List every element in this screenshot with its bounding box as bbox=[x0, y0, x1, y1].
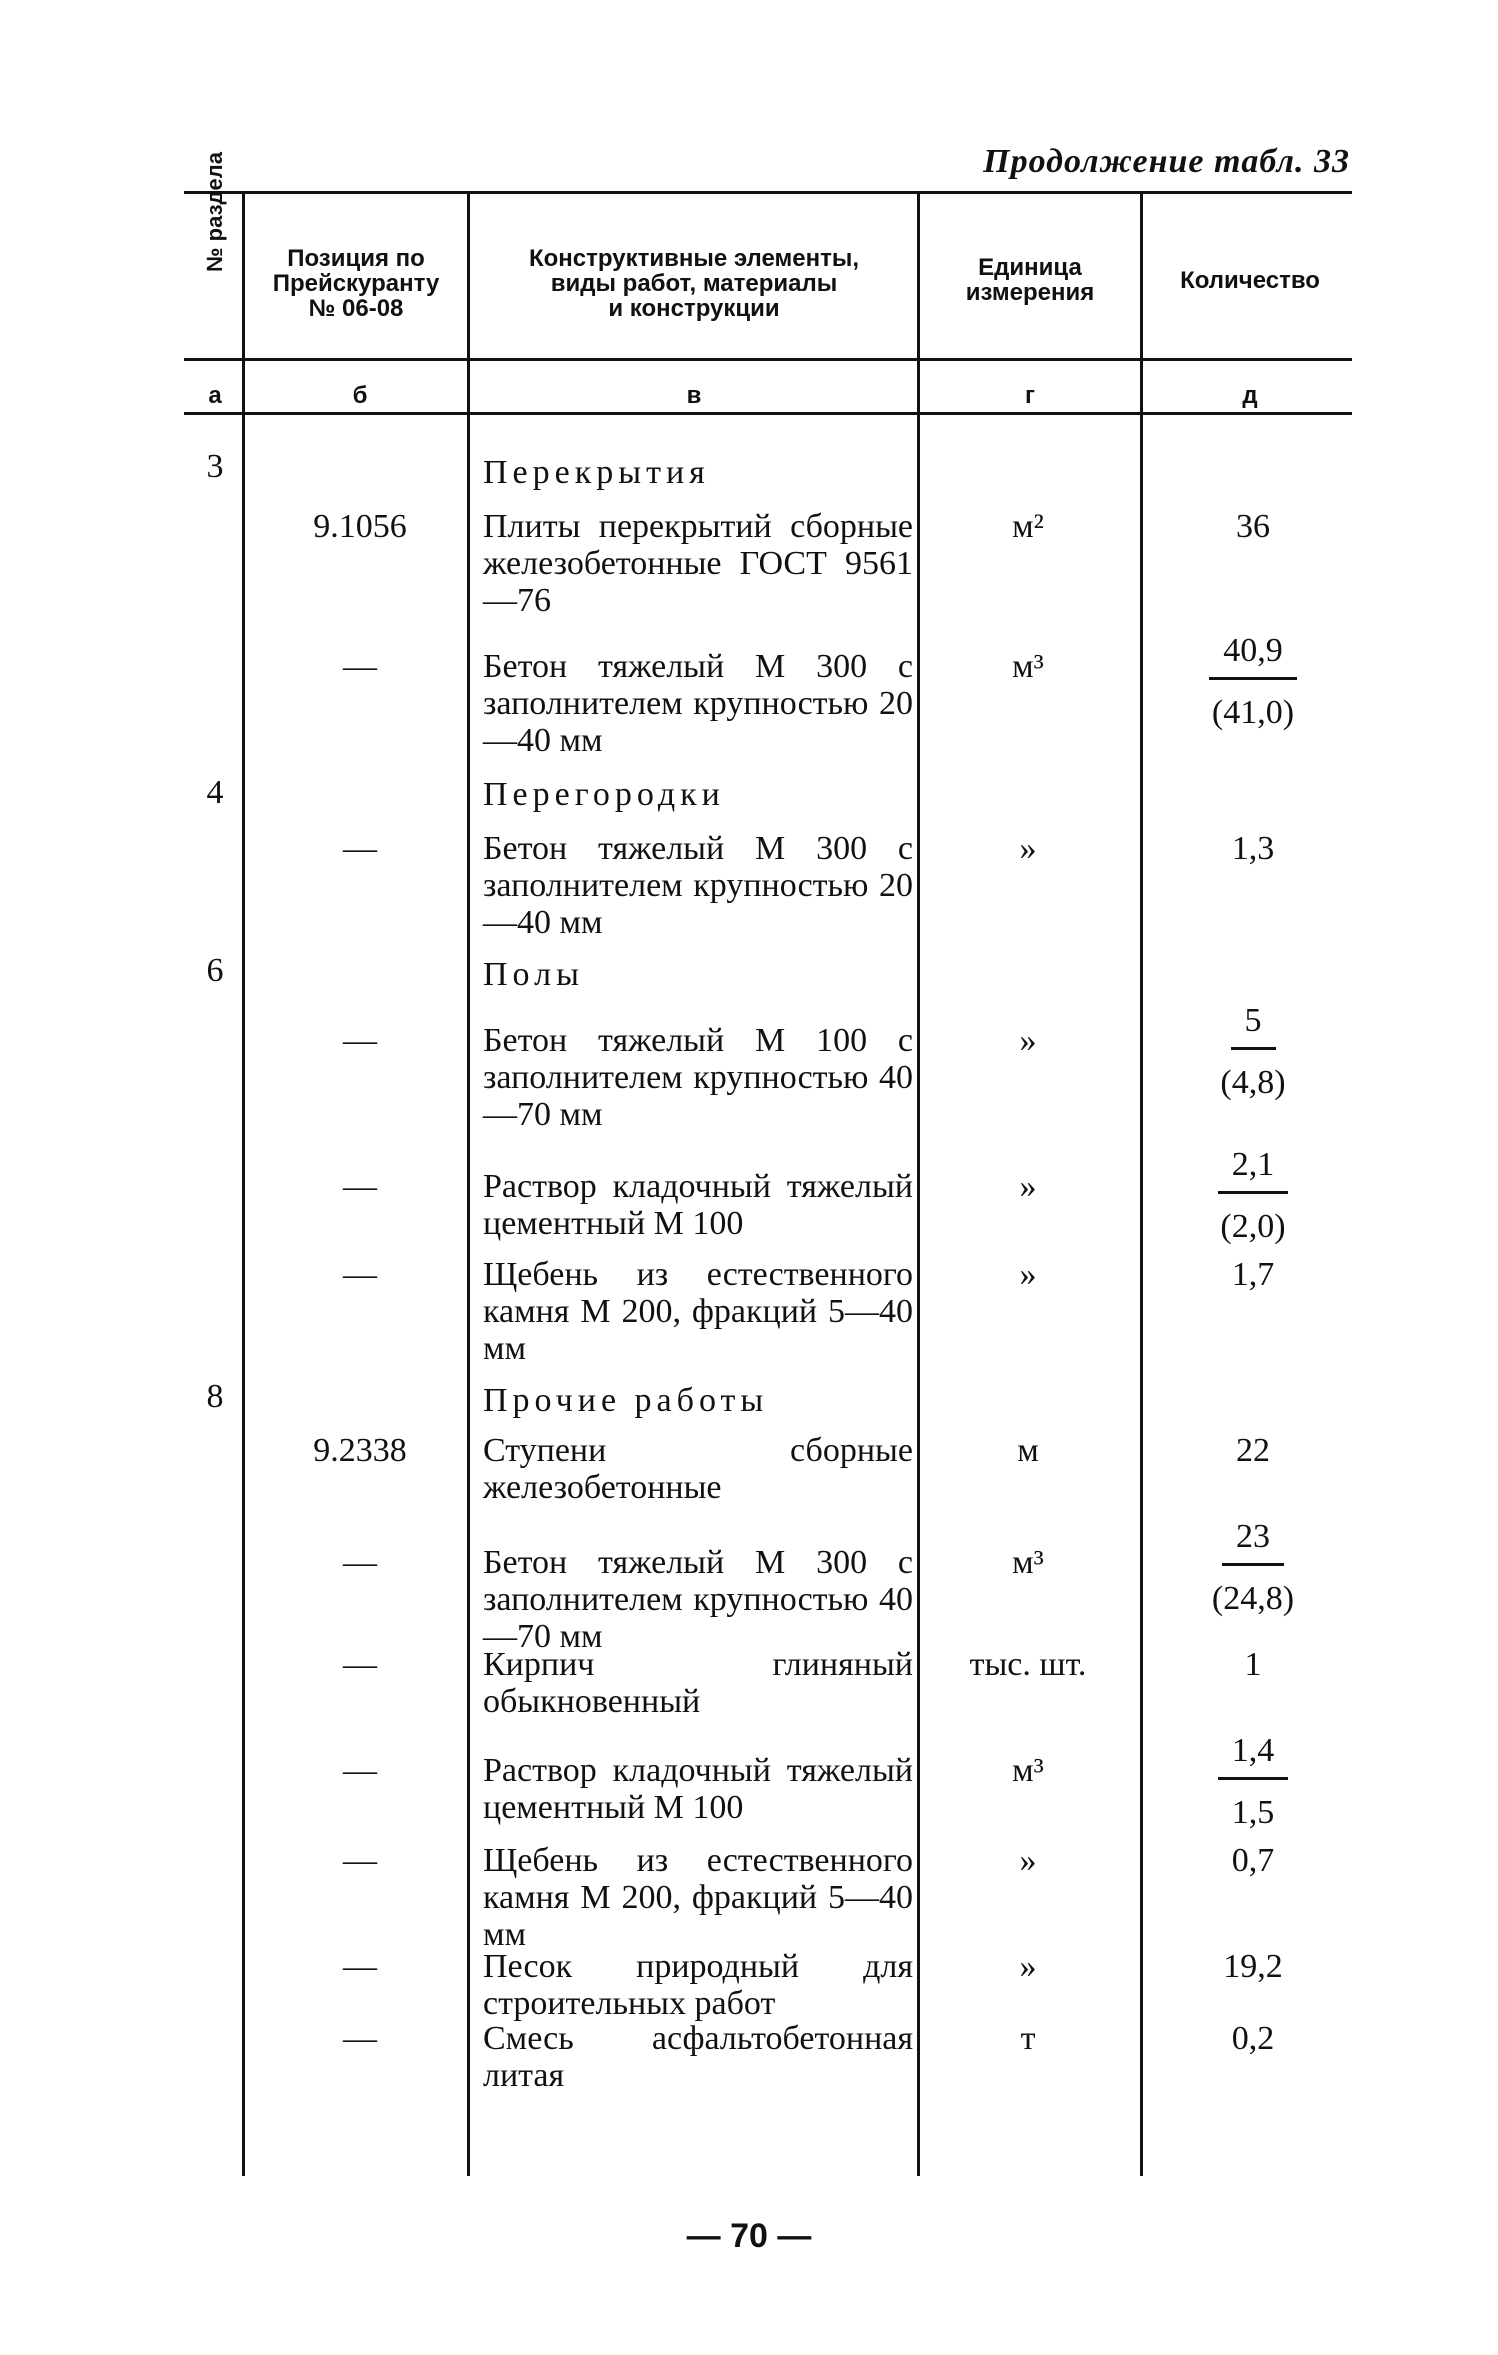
position-code: — bbox=[343, 1022, 377, 1059]
item-quantity: 22 bbox=[1236, 1432, 1270, 1469]
quantity-denominator: 1,5 bbox=[1231, 1794, 1275, 1831]
section-number: 8 bbox=[206, 1378, 224, 1415]
item-description: Раствор кладочный тяжелый цементный М 100 bbox=[483, 1168, 913, 1242]
section-heading: Перегородки bbox=[483, 776, 725, 813]
item-unit: » bbox=[1019, 830, 1037, 867]
item-unit: » bbox=[1019, 1948, 1037, 1985]
quantity-numerator: 1,4 bbox=[1218, 1732, 1289, 1780]
item-quantity: 19,2 bbox=[1223, 1948, 1283, 1985]
section-number: 6 bbox=[206, 952, 224, 989]
section-number: 3 bbox=[206, 448, 224, 485]
item-unit: » bbox=[1019, 1168, 1037, 1205]
item-quantity: 1 bbox=[1244, 1646, 1262, 1683]
column-letter-e: д bbox=[1242, 382, 1258, 409]
page-number: — 70 — bbox=[686, 2217, 812, 2255]
item-unit: м² bbox=[1012, 508, 1044, 545]
item-quantity-fraction bbox=[1148, 1146, 1358, 1245]
section-heading: Прочие работы bbox=[483, 1382, 769, 1419]
header-elements: Конструктивные элементы, виды работ, материалы и конструкции bbox=[528, 245, 859, 322]
column-letter-d: г bbox=[1025, 382, 1035, 409]
column-divider-1 bbox=[242, 191, 245, 2176]
item-quantity: 1,7 bbox=[1231, 1256, 1275, 1293]
item-quantity-fraction bbox=[1148, 1002, 1358, 1101]
item-quantity-fraction bbox=[1148, 1518, 1358, 1617]
item-quantity-fraction bbox=[1148, 632, 1358, 731]
position-code: — bbox=[343, 1646, 377, 1683]
item-description: Песок природный для строительных работ bbox=[483, 1948, 913, 2022]
header-position: Позиция по Прейскуранту № 06-08 bbox=[272, 245, 440, 322]
item-description: Смесь асфальтобетонная литая bbox=[483, 2020, 913, 2094]
position-code: — bbox=[343, 1948, 377, 1985]
quantity-numerator: 23 bbox=[1222, 1518, 1284, 1566]
item-unit: м³ bbox=[1012, 648, 1044, 685]
header-unit: Единица измерения bbox=[965, 254, 1095, 306]
table-top-rule bbox=[184, 191, 1352, 194]
position-code: — bbox=[343, 830, 377, 867]
position-code: — bbox=[343, 1752, 377, 1789]
column-divider-3 bbox=[917, 191, 920, 2176]
column-letter-a: а bbox=[208, 382, 222, 409]
position-code: 9.1056 bbox=[313, 508, 407, 545]
quantity-denominator: (4,8) bbox=[1220, 1064, 1286, 1101]
item-unit: » bbox=[1019, 1022, 1037, 1059]
item-description: Кирпич глиняный обыкновенный bbox=[483, 1646, 913, 1720]
position-code: — bbox=[343, 1544, 377, 1581]
item-description: Бетон тяжелый М 300 с заполнителем крупностью 40—70 мм bbox=[483, 1544, 913, 1655]
item-description: Бетон тяжелый М 300 с заполнителем крупностью 20—40 мм bbox=[483, 830, 913, 941]
item-description: Плиты перекрытий сборные железобетонные ГОСТ 9561—76 bbox=[483, 508, 913, 619]
item-unit: м bbox=[1017, 1432, 1039, 1469]
column-letter-c: в bbox=[686, 382, 702, 409]
item-unit: тыс. шт. bbox=[969, 1646, 1087, 1683]
item-quantity-fraction bbox=[1148, 1732, 1358, 1831]
position-code: — bbox=[343, 648, 377, 685]
quantity-denominator: (24,8) bbox=[1211, 1580, 1295, 1617]
letters-bottom-rule bbox=[184, 412, 1352, 415]
position-code: — bbox=[343, 1256, 377, 1293]
position-code: — bbox=[343, 1842, 377, 1879]
item-description: Раствор кладочный тяжелый цементный М 100 bbox=[483, 1752, 913, 1826]
section-number: 4 bbox=[206, 774, 224, 811]
quantity-denominator: (2,0) bbox=[1220, 1208, 1286, 1245]
item-quantity: 0,7 bbox=[1231, 1842, 1275, 1879]
column-divider-4 bbox=[1140, 191, 1143, 2176]
position-code: — bbox=[343, 2020, 377, 2057]
header-section-number: № раздела bbox=[202, 152, 227, 272]
quantity-numerator: 2,1 bbox=[1218, 1146, 1289, 1194]
quantity-numerator: 40,9 bbox=[1209, 632, 1297, 680]
header-quantity: Количество bbox=[1180, 267, 1320, 294]
item-unit: м³ bbox=[1012, 1544, 1044, 1581]
column-letter-b: б bbox=[352, 382, 368, 409]
section-heading: Полы bbox=[483, 956, 584, 993]
position-code: 9.2338 bbox=[313, 1432, 407, 1469]
table-caption: Продолжение табл. 33 bbox=[983, 143, 1350, 180]
item-description: Щебень из естественного камня М 200, фракций 5—40 мм bbox=[483, 1256, 913, 1367]
position-code: — bbox=[343, 1168, 377, 1205]
item-quantity: 1,3 bbox=[1231, 830, 1275, 867]
item-unit: т bbox=[1020, 2020, 1036, 2057]
item-quantity: 36 bbox=[1236, 508, 1270, 545]
item-quantity: 0,2 bbox=[1231, 2020, 1275, 2057]
section-heading: Перекрытия bbox=[483, 454, 710, 491]
header-bottom-rule bbox=[184, 358, 1352, 361]
item-description: Щебень из естественного камня М 200, фракций 5—40 мм bbox=[483, 1842, 913, 1953]
quantity-denominator: (41,0) bbox=[1211, 694, 1295, 731]
item-unit: » bbox=[1019, 1256, 1037, 1293]
item-unit: м³ bbox=[1012, 1752, 1044, 1789]
item-description: Бетон тяжелый М 300 с заполнителем крупностью 20—40 мм bbox=[483, 648, 913, 759]
item-description: Бетон тяжелый М 100 с заполнителем крупностью 40—70 мм bbox=[483, 1022, 913, 1133]
item-description: Ступени сборные железобетонные bbox=[483, 1432, 913, 1506]
quantity-numerator: 5 bbox=[1231, 1002, 1276, 1050]
item-unit: » bbox=[1019, 1842, 1037, 1879]
